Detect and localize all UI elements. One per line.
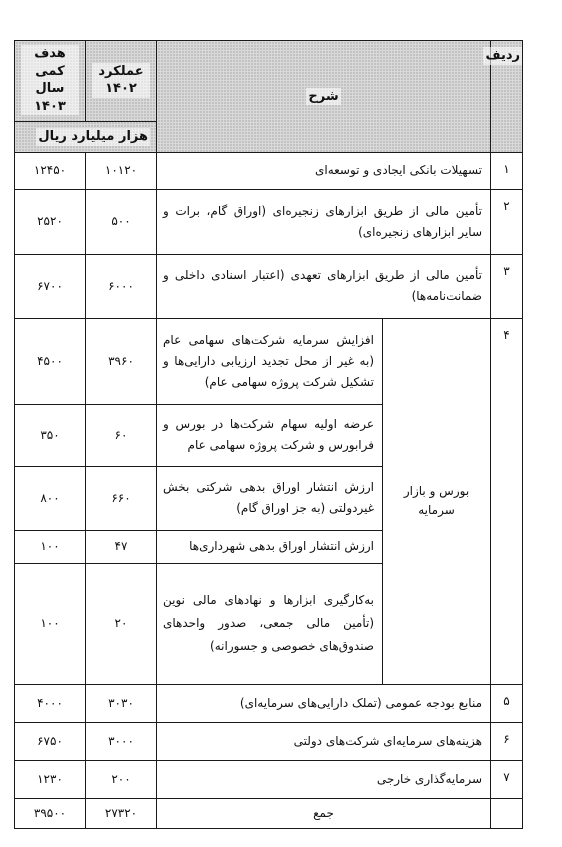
row-number: ۳	[491, 254, 523, 318]
row-target: ۱۰۰	[15, 563, 86, 684]
table-row	[15, 318, 523, 404]
row-performance: ۶۶۰	[86, 466, 157, 530]
row-subitem-description: افزایش سرمایه شرکت‌های سهامی عام (به غیر از محل تجدید ارزیابی دارایی‌ها و تشکیل شرکت پروژه سهامی عام)	[157, 318, 383, 404]
row-number: ۵	[491, 684, 523, 722]
header-target-label: هدف کمی سال ۱۴۰۳	[21, 45, 79, 115]
unit-label: هزار میلیارد ریال	[38, 129, 148, 145]
header-description	[157, 41, 491, 153]
total-target: ۳۹۵۰۰	[15, 798, 86, 828]
header-performance-label: عملکرد ۱۴۰۲	[92, 63, 150, 98]
table-row	[15, 684, 523, 722]
row-description: تأمین مالی از طریق ابزارهای زنجیره‌ای (اوراق گام، برات و سایر ابزارهای زنجیره‌ای)	[157, 189, 491, 254]
row-target: ۱۲۳۰	[15, 760, 86, 798]
total-label: جمع	[157, 798, 491, 828]
row-description: سرمایه‌گذاری خارجی	[157, 760, 491, 798]
row-subitem-description: ارزش انتشار اوراق بدهی شرکتی بخش غیردولتی (به جز اوراق گام)	[157, 466, 383, 530]
total-number-cell	[491, 798, 523, 828]
table-row	[15, 722, 523, 760]
row-performance: ۶۰	[86, 404, 157, 466]
row-performance: ۲۰۰	[86, 760, 157, 798]
row-performance: ۳۰۰۰	[86, 722, 157, 760]
row-target: ۶۷۰۰	[15, 254, 86, 318]
row-performance: ۳۹۶۰	[86, 318, 157, 404]
row-target: ۶۷۵۰	[15, 722, 86, 760]
row-subitem-description: عرضه اولیه سهام شرکت‌ها در بورس و فرابورس و شرکت پروژه سهامی عام	[157, 404, 383, 466]
row-description: تأمین مالی از طریق ابزارهای تعهدی (اعتبار اسنادی داخلی و ضمانت‌نامه‌ها)	[157, 254, 491, 318]
table-row	[15, 189, 523, 254]
row-description: هزینه‌های سرمایه‌ای شرکت‌های دولتی	[157, 722, 491, 760]
header-performance	[86, 41, 157, 122]
header-description-label: شرح	[308, 88, 339, 104]
table-row	[15, 760, 523, 798]
header-row-number-label: ردیف	[485, 48, 520, 63]
row-description: تسهیلات بانکی ایجادی و توسعه‌ای	[157, 152, 491, 189]
table-row	[15, 254, 523, 318]
header-row-number	[485, 41, 523, 153]
financing-table	[14, 40, 523, 829]
row-description: منابع بودجه عمومی (تملک دارایی‌های سرمایه‌ای)	[157, 684, 491, 722]
row-number: ۶	[491, 722, 523, 760]
total-row	[15, 798, 523, 828]
row-performance: ۱۰۱۲۰	[86, 152, 157, 189]
unit-cell	[15, 121, 157, 152]
row-target: ۴۰۰۰	[15, 684, 86, 722]
row-target: ۸۰۰	[15, 466, 86, 530]
row-performance: ۴۷	[86, 530, 157, 563]
header-target	[15, 41, 86, 122]
row-performance: ۲۰	[86, 563, 157, 684]
total-performance: ۲۷۳۲۰	[86, 798, 157, 828]
row-number: ۴	[491, 318, 523, 684]
row-number: ۲	[491, 189, 523, 254]
row-target: ۱۰۰	[15, 530, 86, 563]
row-number: ۱	[491, 152, 523, 189]
row-target: ۳۵۰	[15, 404, 86, 466]
table-header-row	[15, 41, 523, 122]
row-subitem-description: به‌کارگیری ابزارها و نهادهای مالی نوین (تأمین مالی جمعی، صدور واحدهای صندوق‌های خصوصی و جسورانه)	[157, 563, 383, 684]
row-target: ۴۵۰۰	[15, 318, 86, 404]
row-target: ۱۲۴۵۰	[15, 152, 86, 189]
row-subitem-description: ارزش انتشار اوراق بدهی شهرداری‌ها	[157, 530, 383, 563]
row-target: ۲۵۲۰	[15, 189, 86, 254]
row-number: ۷	[491, 760, 523, 798]
row-category: بورس و بازار سرمایه	[383, 318, 491, 684]
row-performance: ۵۰۰	[86, 189, 157, 254]
row-performance: ۶۰۰۰	[86, 254, 157, 318]
row-performance: ۳۰۳۰	[86, 684, 157, 722]
table-row	[15, 152, 523, 189]
